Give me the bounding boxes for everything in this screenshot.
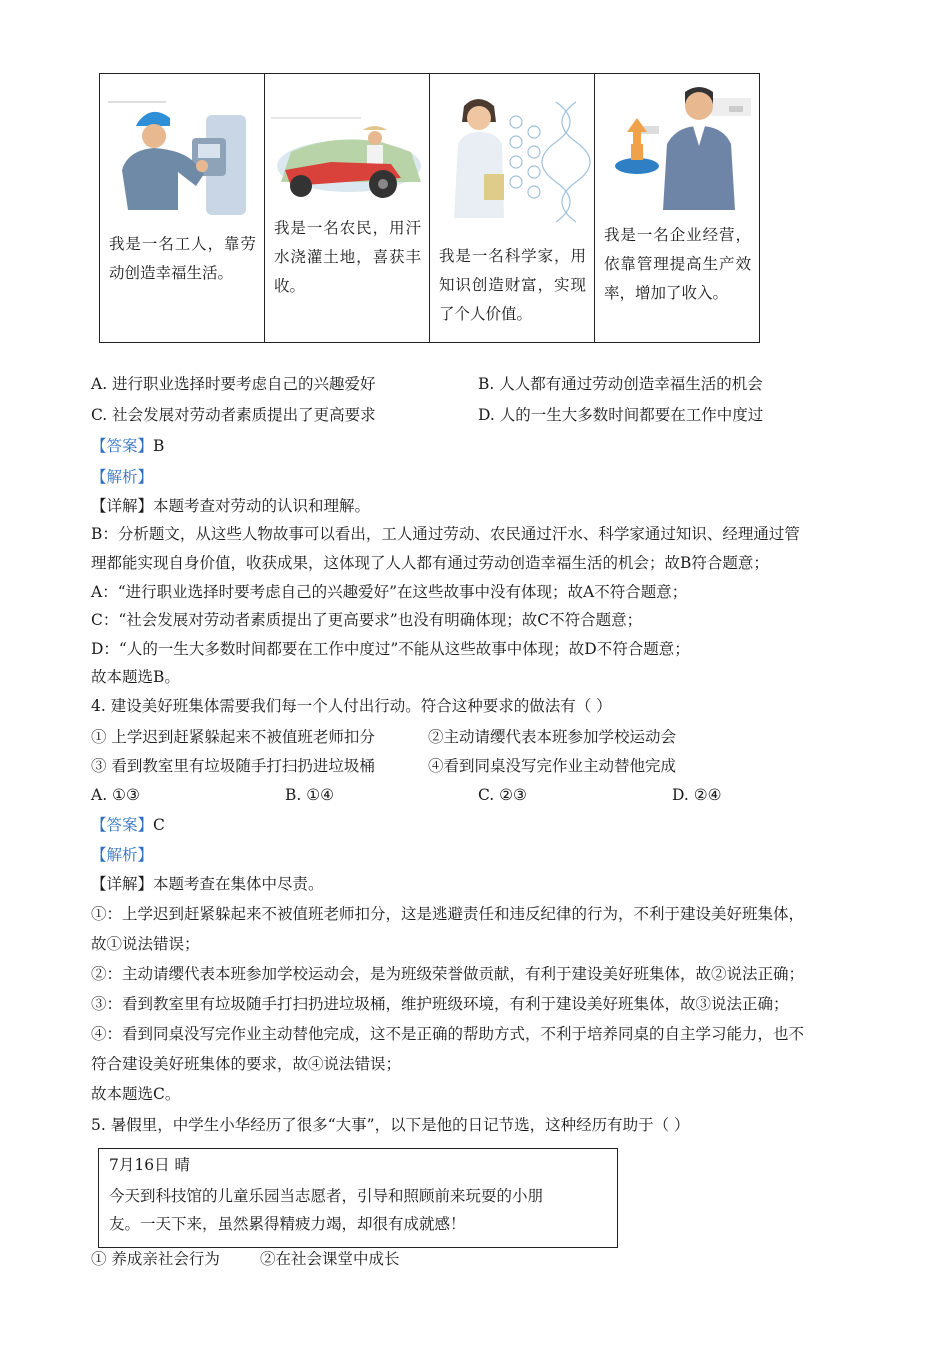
- q4-detail-line: ③：看到教室里有垃圾随手打扫扔进垃圾桶，维护班级环境，有利于建设美好班集体，故③说法正确；: [91, 995, 789, 1013]
- q4-answer: [91, 818, 165, 834]
- diary-line: 今天到科技馆的儿童乐园当志愿者，引导和照顾前来玩耍的小朋: [109, 1187, 544, 1205]
- q4-detail-line: ②：主动请缨代表本班参加学校运动会，是为班级荣誉做贡献，有利于建设美好班集体，故②说法正确；: [91, 965, 805, 983]
- table-cell-scientist: [430, 74, 595, 342]
- q4-detail-line: 【详解】本题考查在集体中尽责。: [91, 875, 324, 893]
- q4-option-a: A. ①③: [91, 786, 140, 804]
- table-cell-worker: [100, 74, 265, 342]
- q4-detail-line: 符合建设美好班集体的要求，故④说法错误；: [91, 1055, 402, 1073]
- q4-analysis-label: 【解析】: [91, 846, 154, 864]
- q3-option-c: C. 社会发展对劳动者素质提出了更高要求: [91, 406, 376, 424]
- q3-detail-line: 故本题选B。: [91, 668, 180, 686]
- q3-detail-line: B：分析题文，从这些人物故事可以看出，工人通过劳动、农民通过汗水、科学家通过知识、经理通过管: [91, 525, 800, 543]
- q4-detail-line: ④：看到同桌没写完作业主动替他完成，这不是正确的帮助方式，不利于培养同桌的自主学习能力，也不: [91, 1025, 805, 1043]
- q3-detail-line: 【详解】本题考查对劳动的认识和理解。: [91, 497, 371, 515]
- q4-detail-line: 故①说法错误；: [91, 935, 200, 953]
- q3-detail-line: A：“进行职业选择时要考虑自己的兴趣爱好”在这些故事中没有体现；故A不符合题意；: [91, 583, 688, 601]
- diary-excerpt-box: [98, 1148, 618, 1248]
- q5-item-1: ① 养成亲社会行为: [91, 1250, 220, 1268]
- table-cell-text: 我是一名企业经营，依靠管理提高生产效率，增加了收入。: [604, 226, 751, 302]
- answer-value: C: [153, 816, 165, 834]
- q3-answer: [91, 439, 164, 455]
- scientist-dna-illustration-icon: [444, 92, 592, 227]
- q4-option-c: C. ②③: [478, 786, 527, 804]
- answer-label: 【答案】: [91, 816, 154, 834]
- table-cell-manager: [595, 74, 759, 342]
- diary-date: 7月16日 晴: [109, 1156, 191, 1174]
- diary-line: 友。一天下来，虽然累得精疲力竭，却很有成就感！: [109, 1215, 466, 1233]
- occupation-table: [99, 73, 760, 343]
- q3-detail-line: D：“人的一生大多数时间都要在工作中度过”不能从这些故事中体现；故D不符合题意；: [91, 640, 690, 658]
- answer-label: 【答案】: [91, 437, 154, 455]
- q4-detail-line: 故本题选C。: [91, 1085, 181, 1103]
- worker-illustration-icon: [108, 100, 258, 220]
- q3-option-d: D. 人的一生大多数时间都要在工作中度过: [478, 406, 764, 424]
- q4-stem: 4. 建设美好班集体需要我们每一个人付出行动。符合这种要求的做法有（ ）: [91, 697, 612, 715]
- q4-item-1: ① 上学迟到赶紧躲起来不被值班老师扣分: [91, 728, 375, 746]
- table-cell-farmer: [265, 74, 430, 342]
- table-cell-text: 我是一名科学家，用知识创造财富，实现了个人价值。: [439, 247, 586, 323]
- q3-option-a: A. 进行职业选择时要考虑自己的兴趣爱好: [91, 375, 376, 393]
- q3-detail-line: C：“社会发展对劳动者素质提出了更高要求”也没有明确体现；故C不符合题意；: [91, 611, 643, 629]
- q5-stem: 5. 暑假里，中学生小华经历了很多“大事”，以下是他的日记节选，这种经历有助于（ ）: [91, 1116, 690, 1134]
- q5-item-2: ②在社会课堂中成长: [260, 1250, 400, 1268]
- table-cell-text: 我是一名农民，用汗水浇灌土地，喜获丰收。: [274, 219, 421, 295]
- farmer-tractor-illustration-icon: [271, 112, 426, 202]
- q4-option-d: D. ②④: [672, 786, 722, 804]
- q4-option-b: B. ①④: [285, 786, 335, 804]
- q4-item-4: ④看到同桌没写完作业主动替他完成: [428, 757, 677, 775]
- manager-illustration-icon: [607, 84, 757, 214]
- table-cell-text: 我是一名工人，靠劳动创造幸福生活。: [109, 235, 256, 282]
- q4-item-3: ③ 看到教室里有垃圾随手打扫扔进垃圾桶: [91, 757, 375, 775]
- answer-value: B: [153, 437, 165, 455]
- q3-option-b: B. 人人都有通过劳动创造幸福生活的机会: [478, 375, 763, 393]
- q3-detail-line: 理都能实现自身价值，收获成果，这体现了人人都有通过劳动创造幸福生活的机会；故B符合题意；: [91, 554, 769, 572]
- q4-item-2: ②主动请缨代表本班参加学校运动会: [428, 728, 677, 746]
- q4-detail-line: ①：上学迟到赶紧躲起来不被值班老师扣分，这是逃避责任和违反纪律的行为，不利于建设美好班集体，: [91, 905, 805, 923]
- q3-analysis-label: 【解析】: [91, 468, 154, 486]
